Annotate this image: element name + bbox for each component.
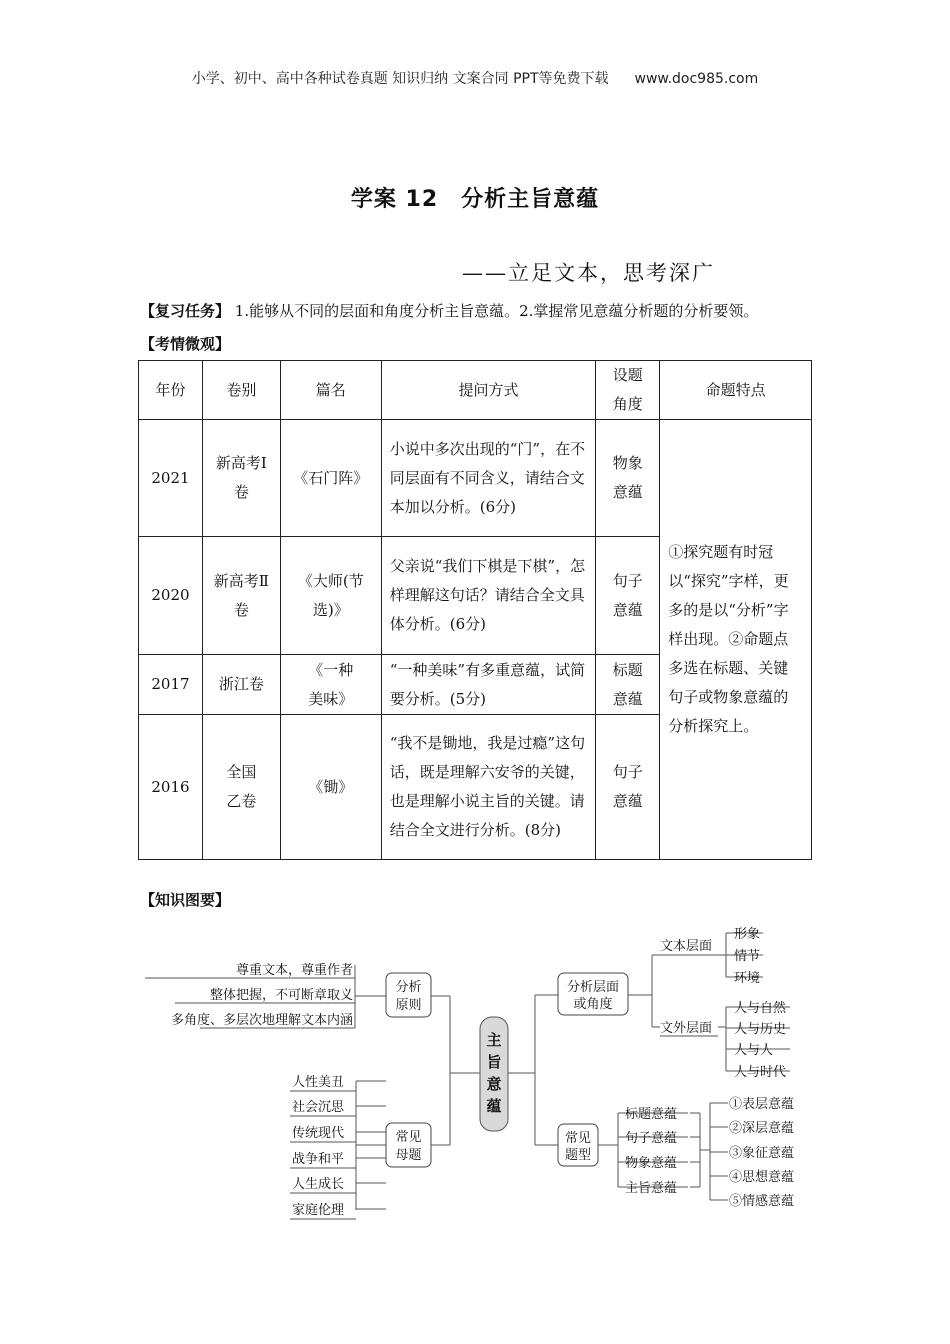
knowledge-mindmap	[140, 915, 810, 1225]
year-cell: 2017	[139, 655, 203, 715]
svg-text:意: 意	[486, 1075, 502, 1093]
principle-item: 多角度、多层次地理解文本内涵	[170, 1013, 353, 1028]
knowledge-section-heading: 【知识图要】	[140, 891, 231, 909]
table-header-cell: 设题角度	[596, 361, 660, 420]
angle-cell: 句子意蕴	[596, 537, 660, 655]
year-cell: 2020	[139, 537, 203, 655]
question-cell: 父亲说“我们下棋是下棋”，怎样理解这句话？请结合全文具体分析。(6分)	[381, 537, 596, 655]
features-cell: ①探究题有时冠以“探究”字样，更多的是以“分析”字样出现。②命题点多选在标题、关键句子或物象意蕴的分析探究上。	[660, 420, 812, 860]
text-level-item: 形象	[734, 927, 761, 942]
svg-text:常见: 常见	[564, 1131, 592, 1146]
exam-table	[138, 360, 812, 860]
principle-item: 整体把握，不可断章取义	[209, 988, 353, 1003]
year-cell: 2016	[139, 715, 203, 860]
motif-item: 人性美丑	[292, 1075, 345, 1090]
principle-node	[386, 973, 431, 1017]
year-cell: 2021	[139, 420, 203, 537]
depth-item: ②深层意蕴	[729, 1121, 795, 1136]
page-title: 学案 12 分析主旨意蕴	[350, 187, 600, 212]
paper-cell: 浙江卷	[202, 655, 280, 715]
question-cell: “我不是锄地，我是过瘾”这句话，既是理解六安爷的关键，也是理解小说主旨的关键。请结合全文进行分析。(8分)	[381, 715, 596, 860]
work-cell: 《锄》	[280, 715, 381, 860]
outer-level-item: 人与时代	[734, 1065, 787, 1080]
depth-item: ③象征意蕴	[729, 1146, 795, 1161]
principle-item: 尊重文本，尊重作者	[235, 963, 353, 978]
review-task	[140, 300, 758, 321]
motifs-node	[386, 1123, 431, 1167]
depth-item: ④思想意蕴	[729, 1170, 795, 1185]
outer-level-item: 人与人	[734, 1043, 774, 1058]
page-subtitle: ——立足文本，思考深广	[462, 261, 715, 285]
motif-item: 战争和平	[292, 1152, 345, 1167]
svg-text:原则: 原则	[395, 998, 422, 1013]
text-level-item: 情节	[734, 949, 761, 964]
angle-cell: 句子意蕴	[596, 715, 660, 860]
motif-item: 社会沉思	[292, 1100, 345, 1115]
paper-cell: 全国乙卷	[202, 715, 280, 860]
table-row	[139, 420, 812, 537]
question-cell: “一种美味”有多重意蕴，试简要分析。(5分)	[381, 655, 596, 715]
type-item: 物象意蕴	[625, 1156, 678, 1171]
table-header-row	[139, 361, 812, 420]
svg-text:主: 主	[486, 1031, 502, 1049]
review-task-label: 【复习任务】	[140, 302, 231, 320]
motif-item: 人生成长	[292, 1177, 345, 1192]
svg-text:旨: 旨	[486, 1053, 502, 1071]
center-node	[480, 1017, 508, 1131]
type-item: 标题意蕴	[625, 1107, 678, 1122]
svg-text:蕴: 蕴	[486, 1097, 502, 1115]
type-item: 句子意蕴	[625, 1131, 678, 1146]
svg-text:分析层面: 分析层面	[566, 980, 620, 995]
motif-item: 家庭伦理	[292, 1203, 345, 1218]
svg-text:或角度: 或角度	[573, 997, 613, 1012]
table-header-cell: 卷别	[202, 361, 280, 420]
table-header-cell: 命题特点	[660, 361, 812, 420]
depth-item: ①表层意蕴	[729, 1097, 795, 1112]
text-level-label: 文本层面	[660, 939, 713, 954]
exam-section-heading: 【考情微观】	[140, 335, 231, 353]
motif-item: 传统现代	[292, 1126, 345, 1141]
work-cell: 《大师(节选)》	[280, 537, 381, 655]
outer-level-label: 文外层面	[660, 1021, 713, 1036]
svg-text:题型: 题型	[564, 1148, 592, 1163]
work-cell: 《石门阵》	[280, 420, 381, 537]
work-cell: 《一种美味》	[280, 655, 381, 715]
page-header	[0, 68, 950, 88]
text-level-item: 环境	[734, 971, 761, 986]
header-url[interactable]: www.doc985.com	[634, 71, 759, 87]
review-task-text: 1.能够从不同的层面和角度分析主旨意蕴。2.掌握常见意蕴分析题的分析要领。	[230, 302, 759, 320]
levels-node	[558, 973, 628, 1015]
svg-text:分析: 分析	[395, 980, 422, 995]
outer-level-item: 人与历史	[734, 1022, 787, 1037]
types-node	[558, 1124, 598, 1166]
outer-level-item: 人与自然	[734, 1001, 787, 1016]
table-header-cell: 提问方式	[381, 361, 596, 420]
question-cell: 小说中多次出现的“门”，在不同层面有不同含义，请结合文本加以分析。(6分)	[381, 420, 596, 537]
table-header-cell: 年份	[139, 361, 203, 420]
paper-cell: 新高考Ⅰ卷	[202, 420, 280, 537]
motif-items	[292, 1074, 345, 1218]
type-item: 主旨意蕴	[625, 1181, 678, 1196]
svg-text:母题: 母题	[395, 1148, 422, 1163]
angle-cell: 物象意蕴	[596, 420, 660, 537]
paper-cell: 新高考Ⅱ卷	[202, 537, 280, 655]
table-header-cell: 篇名	[280, 361, 381, 420]
svg-text:常见: 常见	[395, 1130, 422, 1145]
angle-cell: 标题意蕴	[596, 655, 660, 715]
depth-item: ⑤情感意蕴	[729, 1194, 795, 1209]
header-text: 小学、初中、高中各种试卷真题 知识归纳 文案合同 PPT等免费下载	[191, 71, 609, 87]
